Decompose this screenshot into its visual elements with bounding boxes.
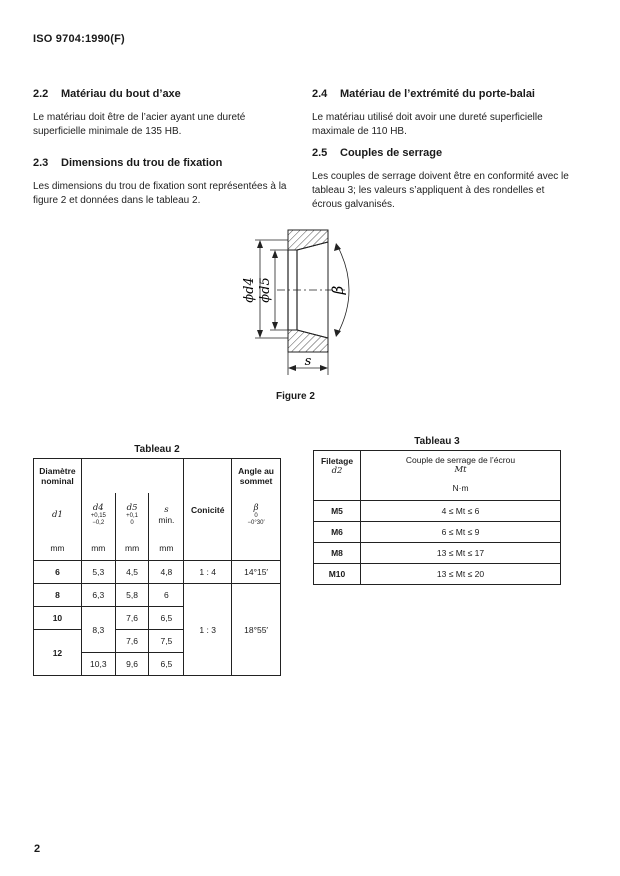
table-row [314,543,561,564]
table-row [314,522,561,543]
cell-d1: 12 [34,630,82,676]
section-number: 2.4 [312,88,328,100]
cell-d1: 6 [34,561,82,584]
header-beta-tolerance: 0 −0°30′ [247,512,265,526]
cell-angle: 18°55′ [232,584,281,676]
header-s: s [164,504,169,515]
cell-d1: 10 [34,607,82,630]
table-row [314,451,561,501]
cell-d4: 8,3 [81,607,115,653]
table-row [34,459,281,493]
header-unit: N·m [452,482,469,493]
section-2-5-title [312,147,442,159]
header-angle: Angle au sommet [232,459,281,493]
cell-d5: 7,6 [115,630,149,653]
unit-cell: mm [81,537,115,561]
header-d1: d1 [34,493,82,537]
section-2-5-body: Les couples de serrage doivent être en conformité avec le tableau 3; les valeurs s’appliquent à des rondelles et écrous galvanisés. [312,171,569,210]
cell-d5: 7,6 [115,607,149,630]
unit-cell-empty [232,537,281,561]
dimension-lines [255,240,349,375]
table-3 [313,450,561,585]
section-2-4-body: Le matériau utilisé doit avoir une dureté superficielle maximale de 110 HB. [312,112,543,137]
section-2-3-title [33,157,222,169]
cell-thread: M5 [314,501,361,522]
section-number: 2.2 [33,88,49,100]
header-empty [81,459,183,493]
cell-conicite: 1 : 4 [184,561,232,584]
table-2-caption: Tableau 2 [134,444,180,455]
header-diametre: Diamètre nominal [34,459,82,493]
header-d5-tolerance: +0,1 0 [126,512,139,526]
cell-thread: M8 [314,543,361,564]
unit-cell: mm [149,537,184,561]
section-heading: Couples de serrage [340,147,443,159]
header-d4: d4 [92,502,104,513]
cell-s: 6 [149,584,184,607]
cell-torque: 6 ≤ Mt ≤ 9 [361,522,561,543]
section-2-3-body: Les dimensions du trou de fixation sont représentées à la figure 2 et données dans le tableau 2. [33,181,287,206]
header-d4-tolerance: +0,15 −0,2 [90,512,106,526]
cell-s: 6,5 [149,653,184,676]
cell-d4: 10,3 [81,653,115,676]
header-d5: d5 [126,502,138,513]
label-beta: β [329,285,347,295]
table-row [314,501,561,522]
section-heading: Matériau du bout d’axe [61,88,181,100]
cell-s: 4,8 [149,561,184,584]
figure-2-caption: Figure 2 [276,391,315,402]
header-s-min: min. [158,514,175,525]
header-beta-cell [232,493,281,537]
section-2-2-body: Le matériau doit être de l’acier ayant une dureté superficielle minimale de 135 HB. [33,112,246,137]
table-2 [33,458,281,676]
table-row [34,584,281,607]
header-conicite: Conicité [184,459,232,561]
section-2-4-title [312,88,535,100]
cell-d5: 5,8 [115,584,149,607]
table-row [314,564,561,585]
cell-d1: 8 [34,584,82,607]
unit-cell: mm [115,537,149,561]
cell-torque: 4 ≤ Mt ≤ 6 [361,501,561,522]
cell-torque: 13 ≤ Mt ≤ 17 [361,543,561,564]
label-d4: ϕd4 [242,277,257,303]
cell-torque: 13 ≤ Mt ≤ 20 [361,564,561,585]
cell-d4: 5,3 [81,561,115,584]
section-number: 2.5 [312,147,328,159]
section-heading: Matériau de l’extrémité du porte-balai [340,88,535,100]
header-s-cell [149,493,184,537]
cell-d5: 4,5 [115,561,149,584]
cell-thread: M10 [314,564,361,585]
cell-angle: 14°15′ [232,561,281,584]
header-mt: Mt [454,464,467,475]
cell-d5: 9,6 [115,653,149,676]
page-number: 2 [34,843,41,855]
section-number: 2.3 [33,157,49,169]
document-header: ISO 9704:1990(F) [33,33,125,45]
header-couple: Couple de serrage de l’écrou [405,454,516,465]
header-d5-cell [115,493,149,537]
table-row [34,537,281,561]
section-2-2-title [33,88,181,100]
cell-s: 6,5 [149,607,184,630]
unit-cell: mm [34,537,82,561]
label-d5: ϕd5 [258,277,273,303]
cell-s: 7,5 [149,630,184,653]
table-row [34,493,281,537]
section-heading: Dimensions du trou de fixation [61,157,223,169]
cell-d4: 6,3 [81,584,115,607]
header-d4-cell [81,493,115,537]
cell-conicite: 1 : 3 [184,584,232,676]
header-beta: β [253,502,259,513]
header-filetage: Filetage [320,455,354,466]
cell-thread: M6 [314,522,361,543]
label-s: s [304,354,312,369]
header-couple-cell [361,451,561,501]
figure-2-drawing [225,220,385,380]
table-row [34,561,281,584]
header-filetage-cell [314,451,361,501]
table-3-caption: Tableau 3 [414,436,460,447]
header-d2: d2 [331,465,343,476]
